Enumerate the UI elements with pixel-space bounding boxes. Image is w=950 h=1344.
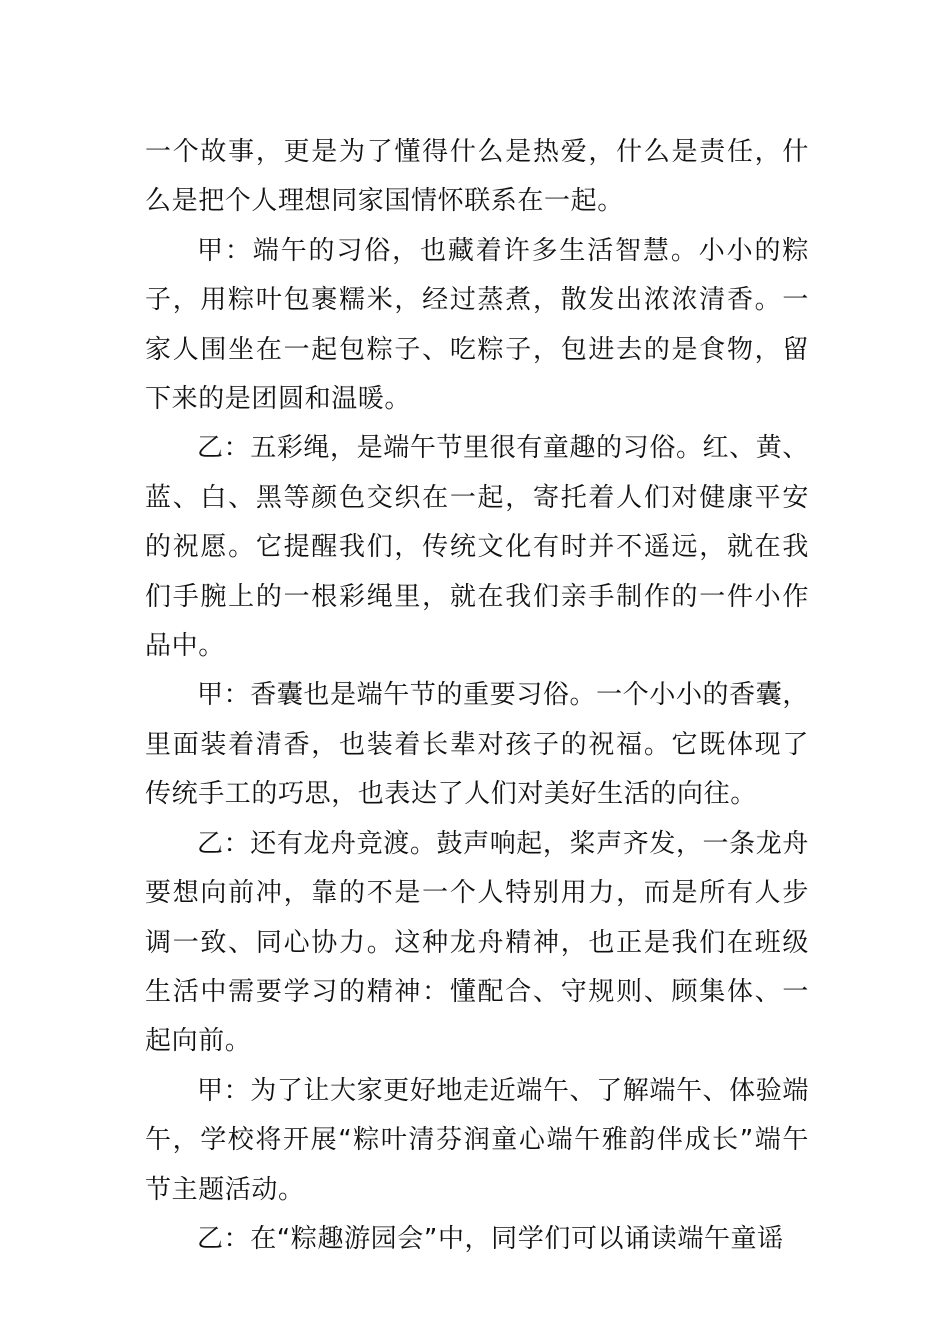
paragraph: 甲：端午的习俗，也藏着许多生活智慧。小小的粽子，用粽叶包裹糯米，经过蒸煮，散发出浓浓清香。一家人围坐在一起包粽子、吃粽子，包进去的是食物，留下来的是团圆和温暖。 <box>145 235 809 415</box>
paragraph: 乙：五彩绳，是端午节里很有童趣的习俗。红、黄、蓝、白、黑等颜色交织在一起，寄托着人们对健康平安的祝愿。它提醒我们，传统文化有时并不遥远，就在我们手腕上的一根彩绳里，就在我们亲手制作的一件小作品中。 <box>145 433 809 662</box>
paragraph: 乙：在“粽趣游园会”中，同学们可以诵读端午童谣 <box>197 1223 784 1254</box>
paragraph: 甲：香囊也是端午节的重要习俗。一个小小的香囊，里面装着清香，也装着长辈对孩子的祝福。它既体现了传统手工的巧思，也表达了人们对美好生活的向往。 <box>145 680 809 810</box>
paragraph: 乙：还有龙舟竞渡。鼓声响起，桨声齐发，一条龙舟要想向前冲，靠的不是一个人特别用力，而是所有人步调一致、同心协力。这种龙舟精神，也正是我们在班级生活中需要学习的精神：懂配合、守规则、顾集体、一起向前。 <box>145 828 809 1057</box>
paragraph: 一个故事，更是为了懂得什么是热爱，什么是责任，什么是把个人理想同家国情怀联系在一起。 <box>145 137 809 217</box>
paragraph: 甲：为了让大家更好地走近端午、了解端午、体验端午，学校将开展“粽叶清芬润童心端午雅韵伴成长”端午节主题活动。 <box>145 1075 809 1205</box>
document-body <box>145 128 809 1264</box>
